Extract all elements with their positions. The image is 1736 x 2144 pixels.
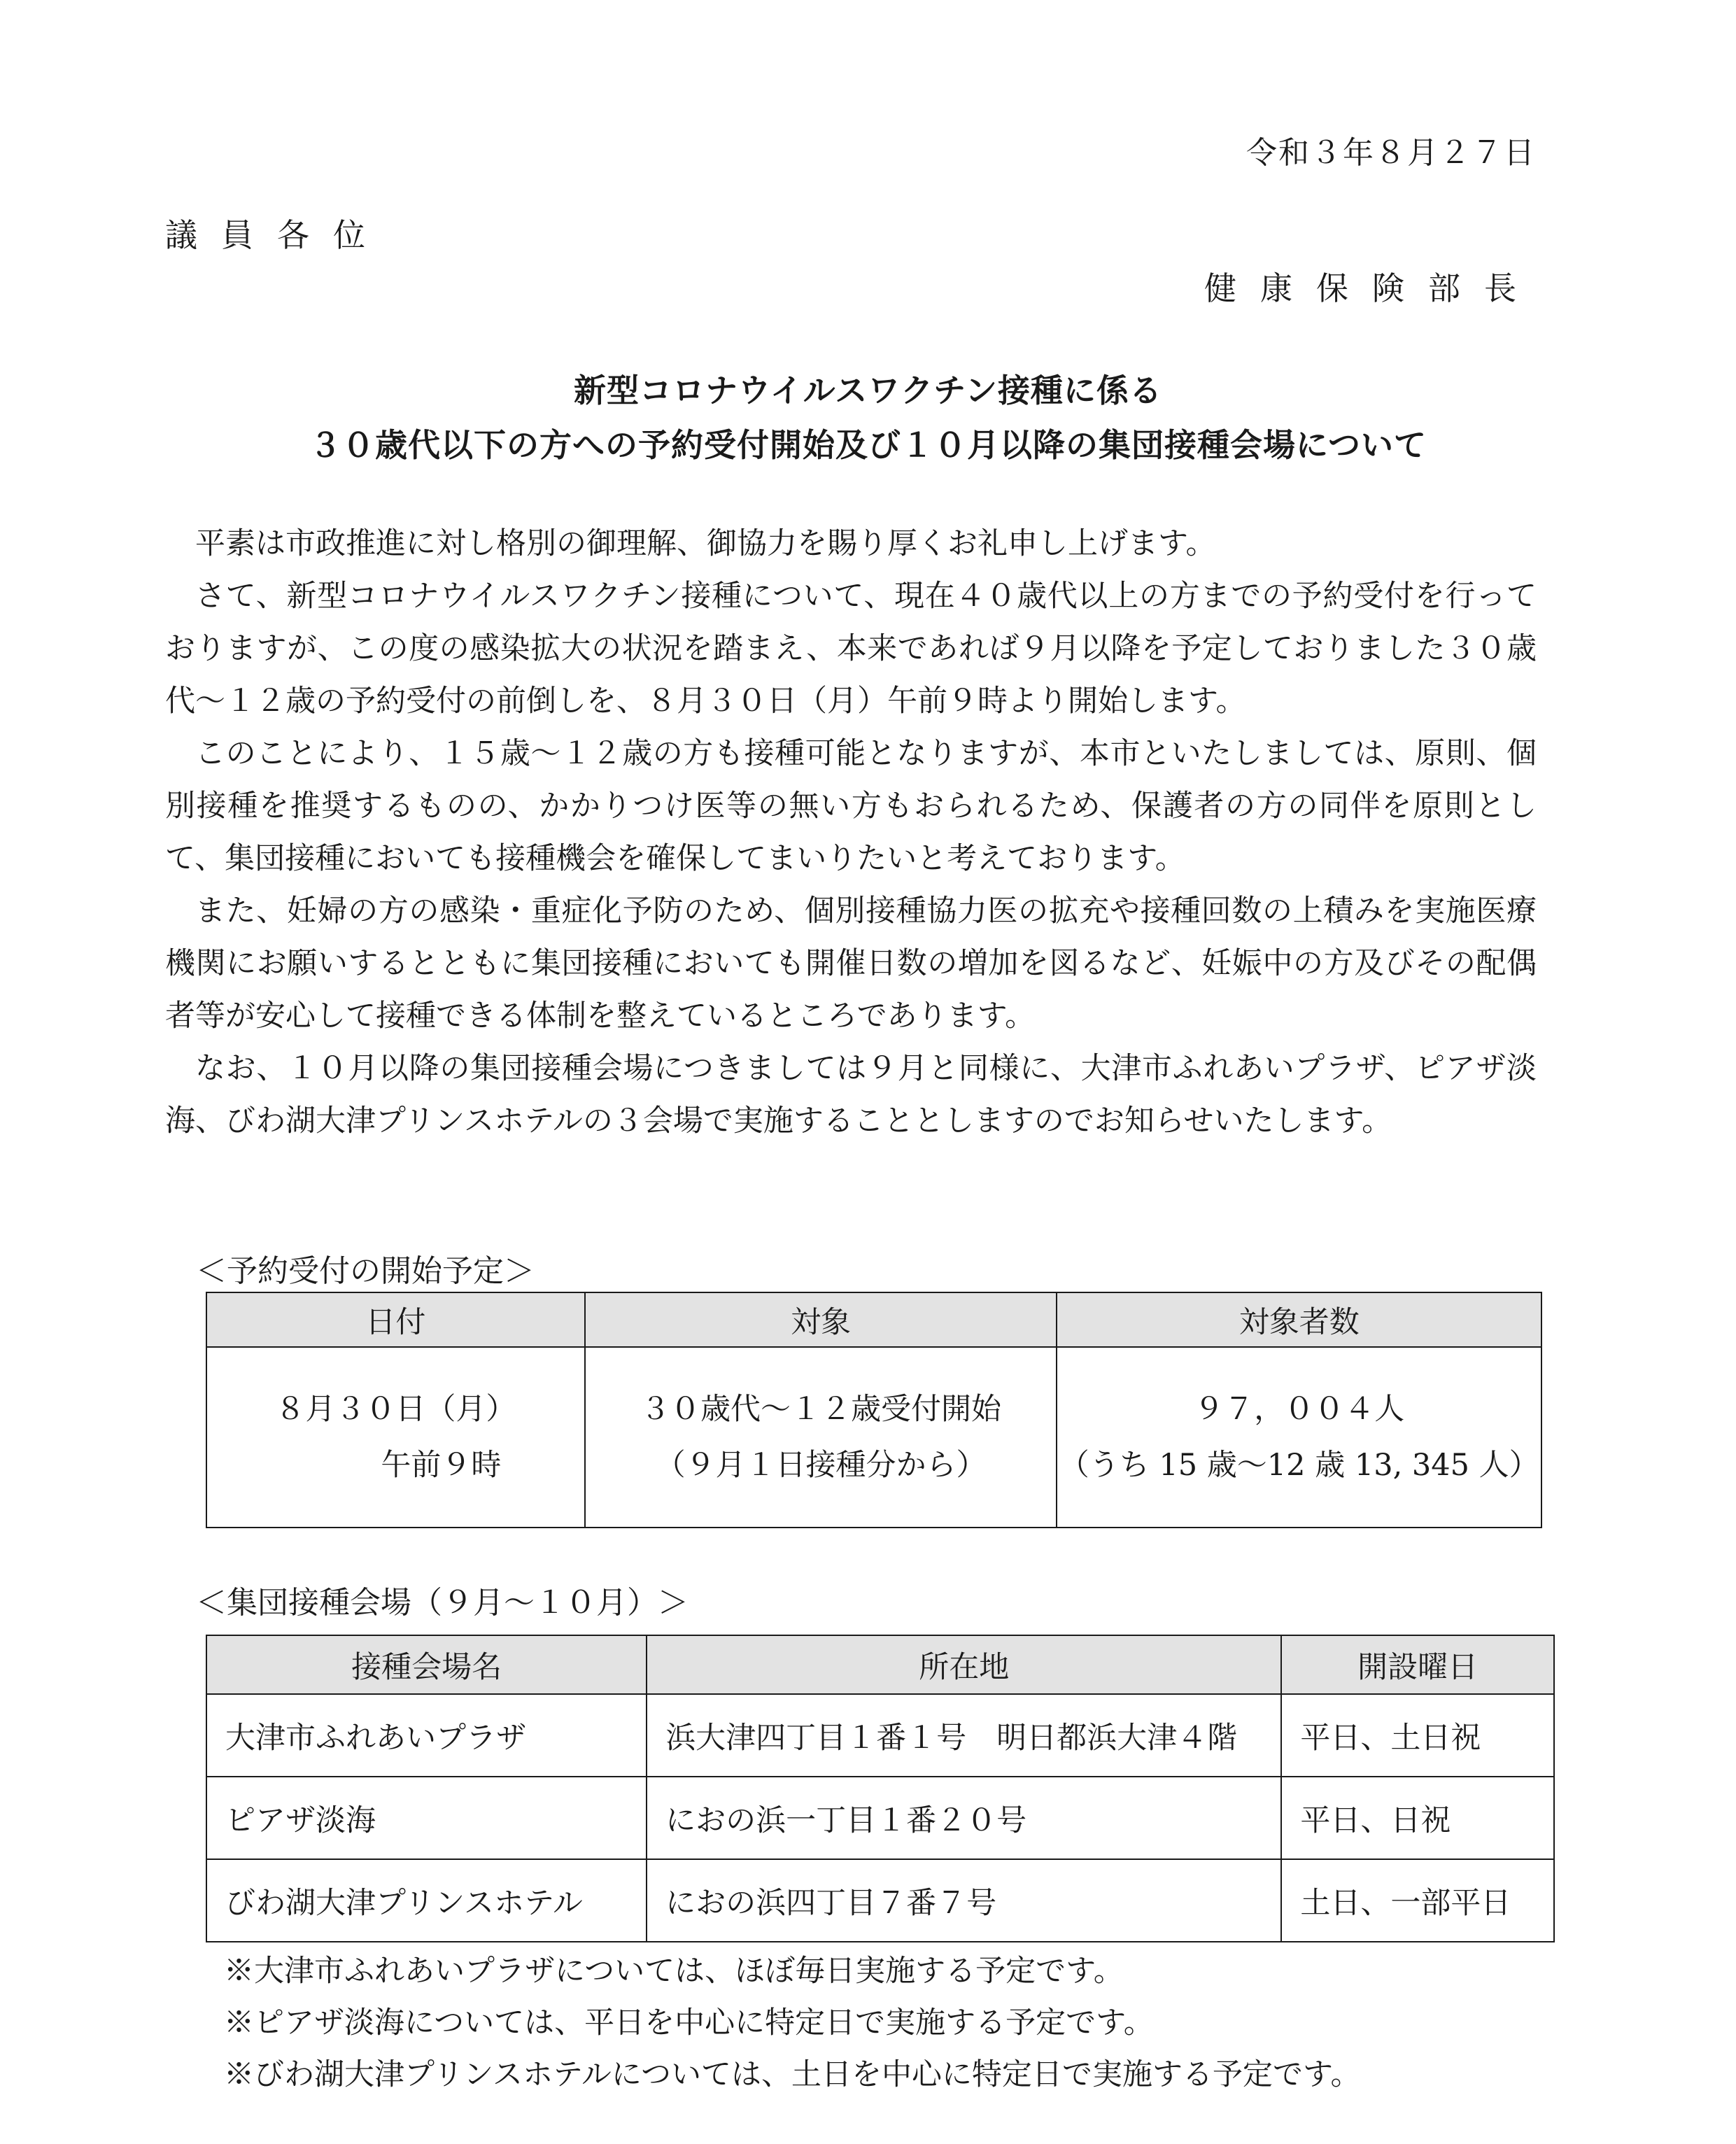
schedule-count: ９７，００４人 bbox=[1194, 1392, 1405, 1427]
header-cell: 接種会場名 bbox=[206, 1635, 647, 1694]
schedule-date: ８月３０日（月） bbox=[275, 1392, 516, 1427]
body-paragraph: なお、１０月以降の集団接種会場につきましては９月と同様に、大津市ふれあいプラザ、ピアザ淡海、びわ湖大津プリンスホテルの３会場で実施することとしますのでお知らせいたします。 bbox=[165, 1051, 1537, 1138]
venue-name: 大津市ふれあいプラザ bbox=[206, 1694, 647, 1777]
venue-days: 平日、日祝 bbox=[1281, 1777, 1554, 1859]
venue-days: 土日、一部平日 bbox=[1281, 1859, 1554, 1942]
document-title-line1: 新型コロナウイルスワクチン接種に係る bbox=[574, 372, 1162, 409]
venues-table bbox=[206, 1635, 1555, 1942]
schedule-table bbox=[206, 1292, 1542, 1528]
schedule-date-cell bbox=[206, 1347, 585, 1528]
document-date: 令和３年８月２７日 bbox=[1246, 135, 1536, 171]
header-cell: 日付 bbox=[206, 1292, 585, 1347]
venue-name: びわ湖大津プリンスホテル bbox=[206, 1859, 647, 1942]
schedule-target-note: （９月１日接種分から） bbox=[655, 1448, 987, 1483]
header-cell: 対象者数 bbox=[1057, 1292, 1541, 1347]
table-row bbox=[206, 1859, 1554, 1942]
table-row bbox=[206, 1694, 1554, 1777]
body-paragraph: さて、新型コロナウイルスワクチン接種について、現在４０歳代以上の方までの予約受付を行っておりますが、この度の感染拡大の状況を踏まえ、本来であれば９月以降を予定しておりました３０歳代～１２歳の予約受付の前倒しを、８月３０日（月）午前９時より開始します。 bbox=[165, 579, 1537, 719]
venue-address: におの浜一丁目１番２０号 bbox=[647, 1777, 1281, 1859]
header-cell: 開設曜日 bbox=[1281, 1635, 1554, 1694]
table-row bbox=[206, 1347, 1541, 1528]
body-paragraph: このことにより、１５歳～１２歳の方も接種可能となりますが、本市といたしましては、原則、個別接種を推奨するものの、かかりつけ医等の無い方もおられるため、保護者の方の同伴を原則として、集団接種においても接種機会を確保してまいりたいと考えております。 bbox=[165, 736, 1537, 876]
recipient: 議員各位 bbox=[165, 216, 389, 254]
table-header-row bbox=[206, 1292, 1541, 1347]
body-paragraph: 平素は市政推進に対し格別の御理解、御協力を賜り厚くお礼申し上げます。 bbox=[195, 526, 1216, 561]
venue-address: 浜大津四丁目１番１号 明日都浜大津４階 bbox=[647, 1694, 1281, 1777]
venue-name: ピアザ淡海 bbox=[206, 1777, 647, 1859]
body-paragraph: また、妊婦の方の感染・重症化予防のため、個別接種協力医の拡充や接種回数の上積みを実施医療機関にお願いするとともに集団接種においても開催日数の増加を図るなど、妊娠中の方及びその配偶者等が安心して接種できる体制を整えているところであります。 bbox=[165, 894, 1537, 1034]
venues-section-label: ＜集団接種会場（９月～１０月）＞ bbox=[196, 1585, 689, 1621]
table-header-row bbox=[206, 1635, 1554, 1694]
note-item: ※びわ湖大津プリンスホテルについては、土日を中心に特定日で実施する予定です。 bbox=[224, 2057, 1361, 2092]
venue-address: におの浜四丁目７番７号 bbox=[647, 1859, 1281, 1942]
header-cell: 所在地 bbox=[647, 1635, 1281, 1694]
schedule-target: ３０歳代～１２歳受付開始 bbox=[640, 1392, 1002, 1427]
venue-days: 平日、土日祝 bbox=[1281, 1694, 1554, 1777]
document-title-line2: ３０歳代以下の方への予約受付開始及び１０月以降の集団接種会場について bbox=[309, 426, 1427, 464]
notes bbox=[224, 1945, 1361, 2101]
schedule-time: 午前９時 bbox=[381, 1448, 502, 1483]
schedule-count-note: （うち 15 歳～12 歳 13, 345 人） bbox=[1059, 1448, 1539, 1483]
sender: 健康保険部長 bbox=[1204, 269, 1540, 307]
schedule-count-cell bbox=[1057, 1347, 1541, 1528]
schedule-target-cell bbox=[585, 1347, 1057, 1528]
header-cell: 対象 bbox=[585, 1292, 1057, 1347]
table-row bbox=[206, 1777, 1554, 1859]
body-text bbox=[165, 518, 1537, 1148]
note-item: ※大津市ふれあいプラザについては、ほぼ毎日実施する予定です。 bbox=[224, 1954, 1124, 1989]
schedule-section-label: ＜予約受付の開始予定＞ bbox=[196, 1253, 535, 1289]
note-item: ※ピアザ淡海については、平日を中心に特定日で実施する予定です。 bbox=[224, 2005, 1154, 2040]
